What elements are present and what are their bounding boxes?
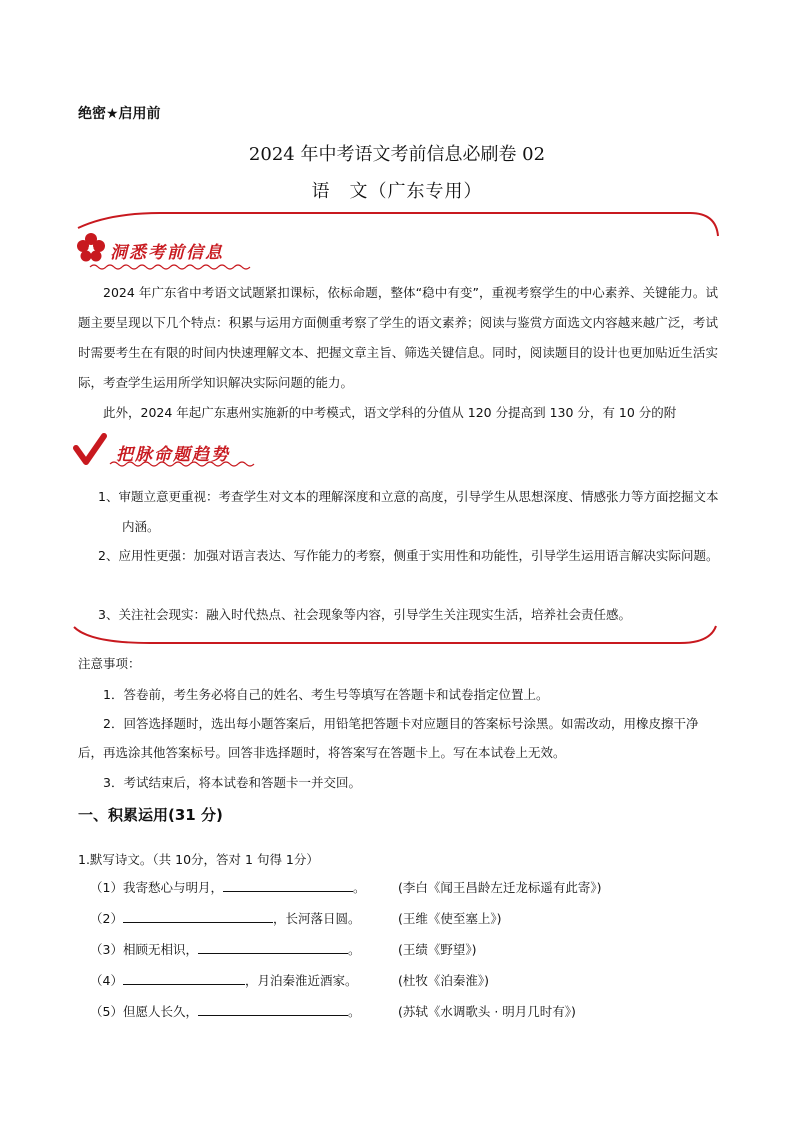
source-5: (苏轼《水调歌头 · 明月几时有》) bbox=[398, 1004, 576, 1019]
source-1: (李白《闻王昌龄左迁龙标遥有此寄》) bbox=[398, 880, 602, 895]
line-prefix: 但愿人长久， bbox=[122, 1004, 198, 1019]
source-2: (王维《使至塞上》) bbox=[398, 911, 502, 926]
line-number: （3） bbox=[90, 942, 123, 957]
recite-line-5 bbox=[90, 1002, 360, 1020]
line-suffix: 。 bbox=[347, 942, 361, 957]
flower-icon bbox=[76, 232, 106, 264]
trend-item-2 bbox=[98, 541, 720, 571]
trend-item-1 bbox=[98, 482, 720, 542]
answer-blank[interactable] bbox=[223, 879, 353, 892]
line-suffix: ，月泊秦淮近酒家。 bbox=[244, 973, 358, 988]
recite-line-4 bbox=[90, 971, 357, 989]
line-number: （1） bbox=[90, 880, 123, 895]
section-heading-trends: 把脉命题趋势 bbox=[116, 445, 230, 465]
answer-blank[interactable] bbox=[198, 941, 348, 954]
top-arc bbox=[78, 213, 718, 236]
section-heading-info: 洞悉考前信息 bbox=[110, 243, 224, 263]
line-suffix: 。 bbox=[347, 1004, 361, 1019]
question-1-heading: 1.默写诗文。（共 10分，答对 1 句得 1分） bbox=[78, 852, 319, 867]
note-item-3: 3．考试结束后，将本试卷和答题卡一并交回。 bbox=[103, 775, 361, 790]
note-item-2: 2．回答选择题时，选出每小题答案后，用铅笔把答题卡对应题目的答案标号涂黑。如需改动，用橡皮擦干净后，再选涂其他答案标号。回答非选择题时，将答案写在答题卡上。写在本试卷上无效。 bbox=[78, 716, 699, 760]
notes-title: 注意事项： bbox=[78, 656, 141, 671]
line-prefix: 我寄愁心与明月， bbox=[122, 880, 223, 895]
part-heading: 一、积累运用(31 分) bbox=[78, 806, 223, 824]
confidential-mark: 绝密★启用前 bbox=[78, 106, 161, 122]
recite-line-1 bbox=[90, 878, 365, 896]
exam-subtitle: 语 文（广东专用） bbox=[311, 181, 483, 202]
source-4: (杜牧《泊秦淮》) bbox=[398, 973, 490, 988]
answer-blank[interactable] bbox=[123, 910, 273, 923]
line-number: （5） bbox=[90, 1004, 123, 1019]
trend-text-3: 3、关注社会现实：融入时代热点、社会现象等内容，引导学生关注现实生活，培养社会责任感。 bbox=[98, 607, 631, 622]
recite-line-3 bbox=[90, 940, 360, 958]
answer-blank[interactable] bbox=[123, 972, 245, 985]
line-number: （4） bbox=[90, 973, 123, 988]
trend-item-3 bbox=[98, 600, 720, 630]
line-number: （2） bbox=[90, 911, 123, 926]
checkmark-icon bbox=[72, 430, 108, 470]
source-3: (王绩《野望》) bbox=[398, 942, 477, 957]
line-suffix: ，长河落日圆。 bbox=[272, 911, 361, 926]
line-suffix: 。 bbox=[352, 880, 366, 895]
answer-blank[interactable] bbox=[198, 1003, 348, 1016]
info-paragraph-2: 此外，2024 年起广东惠州实施新的中考模式，语文学科的分值从 120 分提高到 130 分，有 10 分的附 bbox=[103, 405, 677, 420]
info-paragraph-1: 2024 年广东省中考语文试题紧扣课标，依标命题，整体“稳中有变”，重视考察学生的中心素养、关键能力。试题主要呈现以下几个特点：积累与运用方面侧重考察了学生的语文素养；阅读与鉴赏方面选文内容越来越广泛，考试时需要考生在有限的时间内快速理解文本、把握文章主旨、筛选关键信息。同时，阅读题目的设计也更加贴近生活实际，考查学生运用所学知识解决实际问题的能力。 bbox=[78, 285, 718, 390]
exam-title: 2024 年中考语文考前信息必刷卷 02 bbox=[248, 144, 546, 165]
recite-line-2 bbox=[90, 909, 360, 927]
line-prefix: 相顾无相识， bbox=[122, 942, 198, 957]
trend-text-2: 2、应用性更强：加强对语言表达、写作能力的考察，侧重于实用性和功能性，引导学生运用语言解决实际问题。 bbox=[98, 548, 719, 563]
note-item-1: 1．答卷前，考生务必将自己的姓名、考生号等填写在答题卡和试卷指定位置上。 bbox=[103, 687, 549, 702]
trend-text-1: 1、审题立意更重视：考查学生对文本的理解深度和立意的高度，引导学生从思想深度、情感张力等方面挖掘文本内涵。 bbox=[98, 489, 719, 534]
wave-underline-1 bbox=[90, 265, 250, 269]
